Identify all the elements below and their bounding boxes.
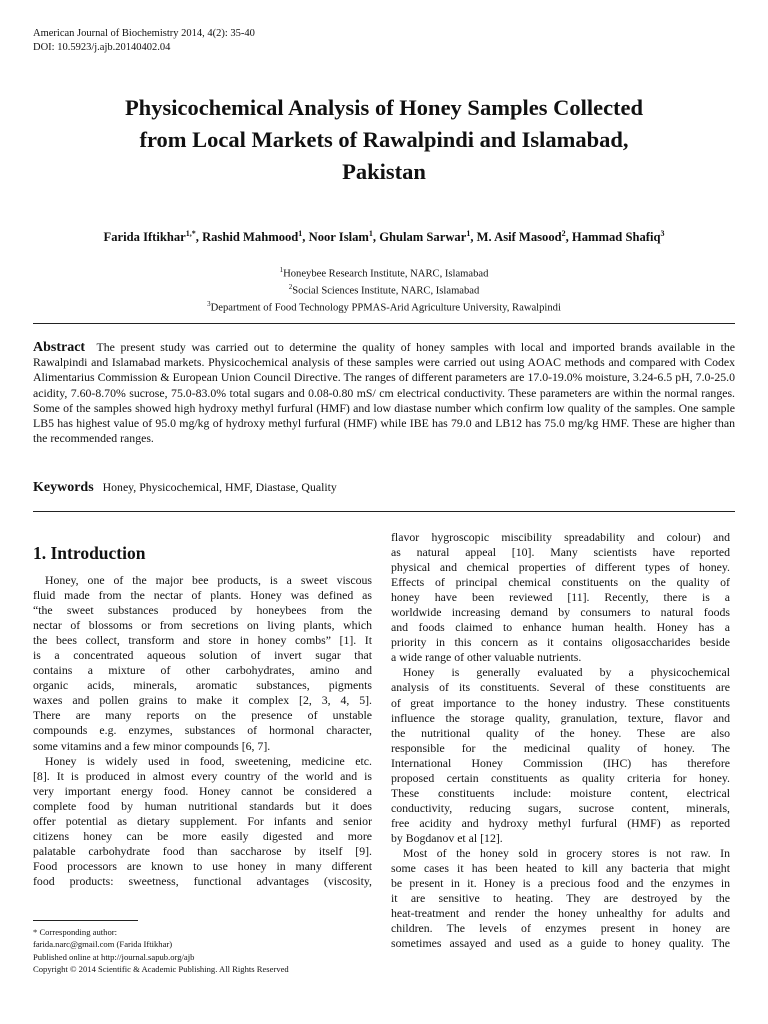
paragraph-line: the nutritional quality of the honey. These are also (391, 725, 730, 740)
keywords-text: Honey, Physicochemical, HMF, Diastase, Quality (102, 480, 337, 494)
paragraph-line: waxes and pollen grains to make it complex [2, 3, 4, 5]. (33, 693, 372, 708)
affiliation-text: Social Sciences Institute, NARC, Islamabad (292, 285, 480, 297)
paragraph-line: organic acids, minerals, aromatic substances, pigments (33, 678, 372, 693)
paragraph-line: conductivity, reducing sugars, sucrose content, minerals, (391, 800, 730, 815)
footnote (33, 926, 373, 975)
paragraph-line: Food processors are known to use honey in many different (33, 858, 372, 873)
paragraph-line: Honey, one of the major bee products, is a sweet viscous (45, 573, 372, 587)
title-line: Pakistan (342, 159, 426, 184)
paragraph-line: contains a mixture of other carbohydrates, amino and (33, 663, 372, 678)
paragraph-line: proposed certain constituents as quality criteria for honey. (391, 770, 730, 785)
affiliation-mark: 1 (279, 266, 284, 274)
author-list: Farida Iftikhar$^{1,*}$, Rashid Mahmood$^1$, Noor Islam$^1$, Ghulam Sarwar$^1$, M. Asif Masood$^2$, Hammad Shafiq$^3$ (103, 229, 665, 245)
paragraph-line: worldwide increasing demand by consumers to natural foods (391, 605, 730, 620)
paragraph-line: citizens honey can be more easily digested and more (33, 828, 372, 843)
author-name: Ghulam Sarwar (379, 230, 467, 245)
right-column (391, 530, 730, 951)
author-name: Noor Islam (308, 230, 369, 245)
paragraph-line: analysis of its constituents. Several of these constituents are (391, 680, 730, 695)
paragraph-line: it are sensitive to heating. They are destroyed by the (391, 891, 730, 906)
paragraph-line: the bees collect, transform and store in honey combs” [1]. It (33, 633, 372, 648)
divider (33, 323, 735, 324)
paragraph-line: honey have been reviewed [11]. Recently, there is a (391, 590, 730, 605)
paragraph-line: heat-treatment and render the honey unhealthy for adults and (391, 906, 730, 921)
title-line: from Local Markets of Rawalpindi and Islamabad, (139, 127, 629, 152)
paragraph-line: very important energy food. Honey cannot be considered a (33, 783, 372, 798)
affiliation-item (34, 281, 734, 298)
paragraph-line: by Bogdanov et al [12]. (391, 830, 503, 845)
paragraph-line: International Honey Commission (IHC) has therefore (391, 755, 730, 770)
paragraph-line: as natural appeal [10]. Many scientists have reported (391, 545, 730, 560)
paragraph-line: offer potential as dietary supplement. For infants and senior (33, 813, 372, 828)
paragraph-line: responsible for the medicinal quality of honey. The (391, 740, 730, 755)
footnote-line: * Corresponding author: (33, 927, 118, 937)
author-name: M. Asif Masood (476, 230, 562, 245)
paragraph-line: These constituents include: moisture content, electrical (391, 785, 730, 800)
author-affil-mark: 1 (368, 229, 373, 238)
paragraph-line: There are many reports on the presence of unstable (33, 708, 372, 723)
paragraph-line: a wide range of other valuable nutrients. (391, 650, 582, 665)
paragraph-line: Most of the honey sold in grocery stores is not raw. In (403, 845, 730, 860)
author-affil-mark: 1,* (185, 229, 196, 238)
paragraph-line: sometimes assayed and used as a guide to honey quality. The (391, 936, 730, 951)
footnote-line: Copyright © 2014 Scientific & Academic Publishing. All Rights Reserved (33, 963, 289, 974)
abstract (33, 340, 735, 446)
affiliation-list (34, 264, 734, 315)
journal-citation-line: American Journal of Biochemistry 2014, 4(2): 35-40 (33, 28, 255, 39)
paragraph-line: palatable carbohydrate food than saccharose by itself [9]. (33, 843, 372, 858)
author-name: Rashid Mahmood (202, 230, 299, 245)
section-heading: 1. Introduction (33, 543, 146, 563)
paragraph-line: is a concentrated aqueous solution of invert sugar that (33, 648, 372, 663)
abstract-heading: Abstract (33, 340, 86, 355)
paragraph-line: [8]. It is produced in almost every country of the world and is (33, 768, 372, 783)
paragraph-line: of great importance to the honey industry. These constituents (391, 695, 730, 710)
author-affil-mark: 2 (561, 229, 566, 238)
affiliation-text: Honeybee Research Institute, NARC, Islamabad (283, 268, 489, 280)
divider (33, 511, 735, 512)
paragraph-line: physical and chemical properties of different types of honey. (391, 560, 730, 575)
paragraph-line: children. The levels of enzymes present in honey are (391, 921, 730, 936)
paragraph-line: food products: sweetness, functional advantages (viscosity, (33, 873, 372, 888)
paragraph-line: fluid made from the nectar of plants. Honey was defined as (33, 588, 372, 603)
paper-title (34, 92, 734, 188)
paragraph-line: Effects of principal chemical constituents on the quality of (391, 575, 730, 590)
affiliation-mark: 2 (288, 283, 293, 292)
affiliation-item (34, 298, 734, 315)
paragraph-line: nectar of blossoms or from secretions on living plants, which (33, 618, 372, 633)
paragraph-line: some cases it has been heated to kill any bacteria that might (391, 861, 730, 876)
paragraph-line: complete food by human nutritional standards but it does (33, 798, 372, 813)
paragraph-line: “the sweet substances produced by honeybees from the (33, 603, 372, 618)
footnote-email[interactable]: farida.narc@gmail.com (Farida Iftikhar) (33, 939, 173, 950)
paragraph-line: priority in this concern as it contains oligosaccharides beside (391, 635, 730, 650)
author-affil-mark: 1 (298, 229, 303, 238)
paragraph-line: and foods claimed to enhance human health. Honey has a (391, 620, 730, 635)
footnote-divider (33, 920, 138, 921)
paragraph-line: some vitamins and a few minor compounds [6, 7]. (33, 738, 271, 753)
left-column (33, 573, 372, 889)
paragraph-line: compounds e.g. enzymes, substances of hormonal character, (33, 723, 372, 738)
affiliation-item (34, 264, 734, 281)
paragraph-line: Honey is widely used in food, sweetening, medicine etc. (45, 753, 372, 768)
affiliation-text: Department of Food Technology PPMAS-Arid Agriculture University, Rawalpindi (210, 302, 561, 314)
author-name: Hammad Shafiq (571, 230, 661, 245)
keywords-heading: Keywords (33, 480, 94, 495)
paragraph-line: be present in it. Honey is a precious food and the enzymes in (391, 876, 730, 891)
author-affil-mark: 1 (466, 229, 471, 238)
paragraph-line: flavor hygroscopic miscibility spreadability and colour) and (391, 530, 730, 544)
journal-doi-line: DOI: 10.5923/j.ajb.20140402.04 (33, 42, 171, 53)
abstract-text: The present study was carried out to determine the quality of honey samples with local and imported brands available in the Rawalpindi and Islamabad markets. Physicochemical analysis of these samples were carried out using AOAC methods and compared with Codex Alimentarius Commission & European Union Council Directive. The ranges of different parameters are 17.0-19.0% moisture, 3.24-6.5 pH, 7.0-25.0 acidity, 7.60-8.70% sucrose, 75.0-83.0% total sugars and 0.08-0.80 mS/ cm electrical conductivity. These parameters are within the normal ranges. Some of the samples showed high hydroxy methyl furfural (HMF) and low diastase number which confirm low quality of the samples. One sample LB5 has highest value of 95.0 mg/kg of hydroxy methyl furfural (HMF) while IBE has 79.0 and LB12 has 75.0 mg/kg HMF. These are higher than the recommended ranges. (33, 340, 735, 446)
affiliation-mark: 3 (207, 300, 211, 309)
paragraph-line: Honey is generally evaluated by a physicochemical (403, 665, 730, 680)
paragraph-line: free acidity and hydroxy methyl furfural (HMF) as reported (391, 815, 730, 830)
footnote-line: Published online at http://journal.sapub.org/ajb (33, 951, 195, 962)
author-affil-mark: 3 (660, 229, 665, 238)
author-name: Farida Iftikhar (103, 230, 186, 245)
title-line: Physicochemical Analysis of Honey Samples Collected (124, 95, 644, 120)
journal-citation (33, 27, 255, 55)
keywords (33, 479, 337, 496)
paragraph-line: influence the storage quality, granulation, texture, flavor and (391, 710, 730, 725)
